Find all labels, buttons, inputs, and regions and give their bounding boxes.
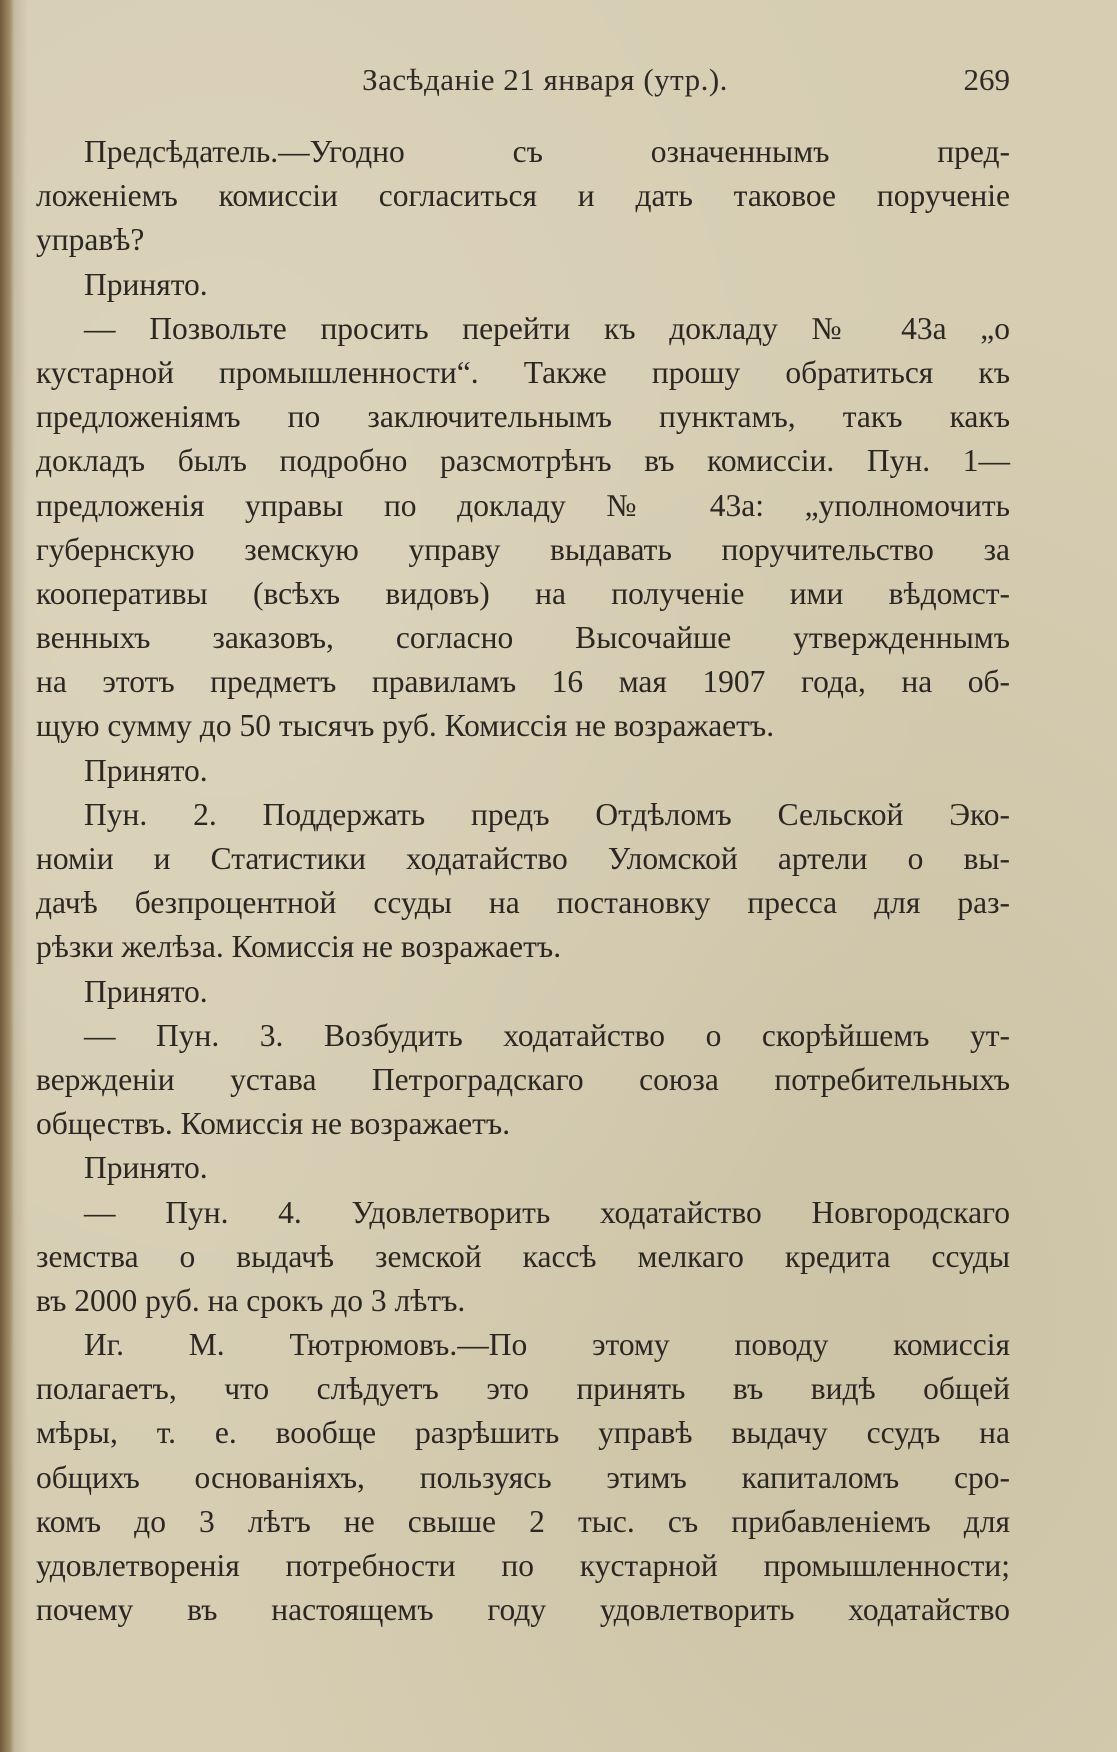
text-line: вержденіи устава Петроградскаго союза потребительныхъ <box>36 1061 1010 1097</box>
text-line: Предсѣдатель.—Угодно съ означеннымъ пред- <box>84 134 1010 169</box>
text-line: номіи и Статистики ходатайство Уломской артели о вы- <box>36 841 1010 876</box>
text-line: комъ до 3 лѣтъ не свыше 2 тыс. съ прибавленіемъ для <box>36 1503 1010 1539</box>
text-line: полагаетъ, что слѣдуетъ это принять въ видѣ общей <box>36 1371 1010 1407</box>
text-line: мѣры, т. е. вообще разрѣшить управѣ выдачу ссудъ на <box>36 1415 1010 1451</box>
text-line: кооперативы (всѣхъ видовъ) на полученіе ими вѣдомст- <box>36 575 1010 611</box>
text-line: предложенія управы по докладу № 43а: „уполномочить <box>36 487 1010 523</box>
text-line: обществъ. Комиссія не возражаетъ. <box>36 1106 511 1142</box>
text-line: щую сумму до 50 тысячъ руб. Комиссія не возражаетъ. <box>36 708 775 744</box>
page-number: 269 <box>963 62 1010 97</box>
text-line: кустарной промышленности“. Также прошу обратиться къ <box>36 354 1010 390</box>
text-line: Пун. 2. Поддержать предъ Отдѣломъ Сельской Эко- <box>84 796 1010 832</box>
text-line: — Пун. 4. Удовлетворить ходатайство Новгородскаго <box>84 1194 1010 1230</box>
text-line: удовлетворенія потребности по кустарной промышленности; <box>36 1548 1010 1583</box>
text-line: управѣ? <box>36 222 145 258</box>
running-header <box>80 62 1010 102</box>
text-line: земства о выдачѣ земской кассѣ мелкаго кредита ссуды <box>36 1238 1010 1274</box>
text-line: Принято. <box>84 752 208 788</box>
text-line: Принято. <box>84 266 208 302</box>
page-spine-shadow <box>0 0 14 1752</box>
header-title: Засѣданіе 21 января (утр.). <box>362 62 728 97</box>
text-line: докладъ былъ подробно разсмотрѣнъ въ комиссіи. Пун. 1— <box>36 443 1010 479</box>
text-line: Иг. М. Тютрюмовъ.—По этому поводу комиссія <box>84 1327 1010 1363</box>
text-line: — Позвольте просить перейти къ докладу № 43а „о <box>84 310 1010 346</box>
text-line: предложеніямъ по заключительнымъ пунктамъ, такъ какъ <box>36 399 1010 435</box>
page-body <box>36 130 1010 1632</box>
text-line: рѣзки желѣза. Комиссія не возражаетъ. <box>36 929 562 965</box>
text-line: Принято. <box>84 1150 208 1186</box>
text-line: общихъ основаніяхъ, пользуясь этимъ капиталомъ сро- <box>36 1459 1010 1495</box>
text-line: губернскую земскую управу выдавать поручительство за <box>36 531 1010 567</box>
text-line: Принято. <box>84 973 208 1009</box>
text-line: венныхъ заказовъ, согласно Высочайше утвержденнымъ <box>36 620 1010 656</box>
text-line: дачѣ безпроцентной ссуды на постановку пресса для раз- <box>36 885 1010 921</box>
text-line: ложеніемъ комиссіи согласиться и дать таковое порученіе <box>36 178 1010 214</box>
text-line: почему въ настоящемъ году удовлетворить ходатайство <box>36 1592 1010 1628</box>
text-line: на этотъ предметъ правиламъ 16 мая 1907 года, на об- <box>36 664 1010 700</box>
text-line: — Пун. 3. Возбудить ходатайство о скорѣйшемъ ут- <box>84 1017 1010 1053</box>
text-line: въ 2000 руб. на срокъ до 3 лѣтъ. <box>36 1282 466 1318</box>
